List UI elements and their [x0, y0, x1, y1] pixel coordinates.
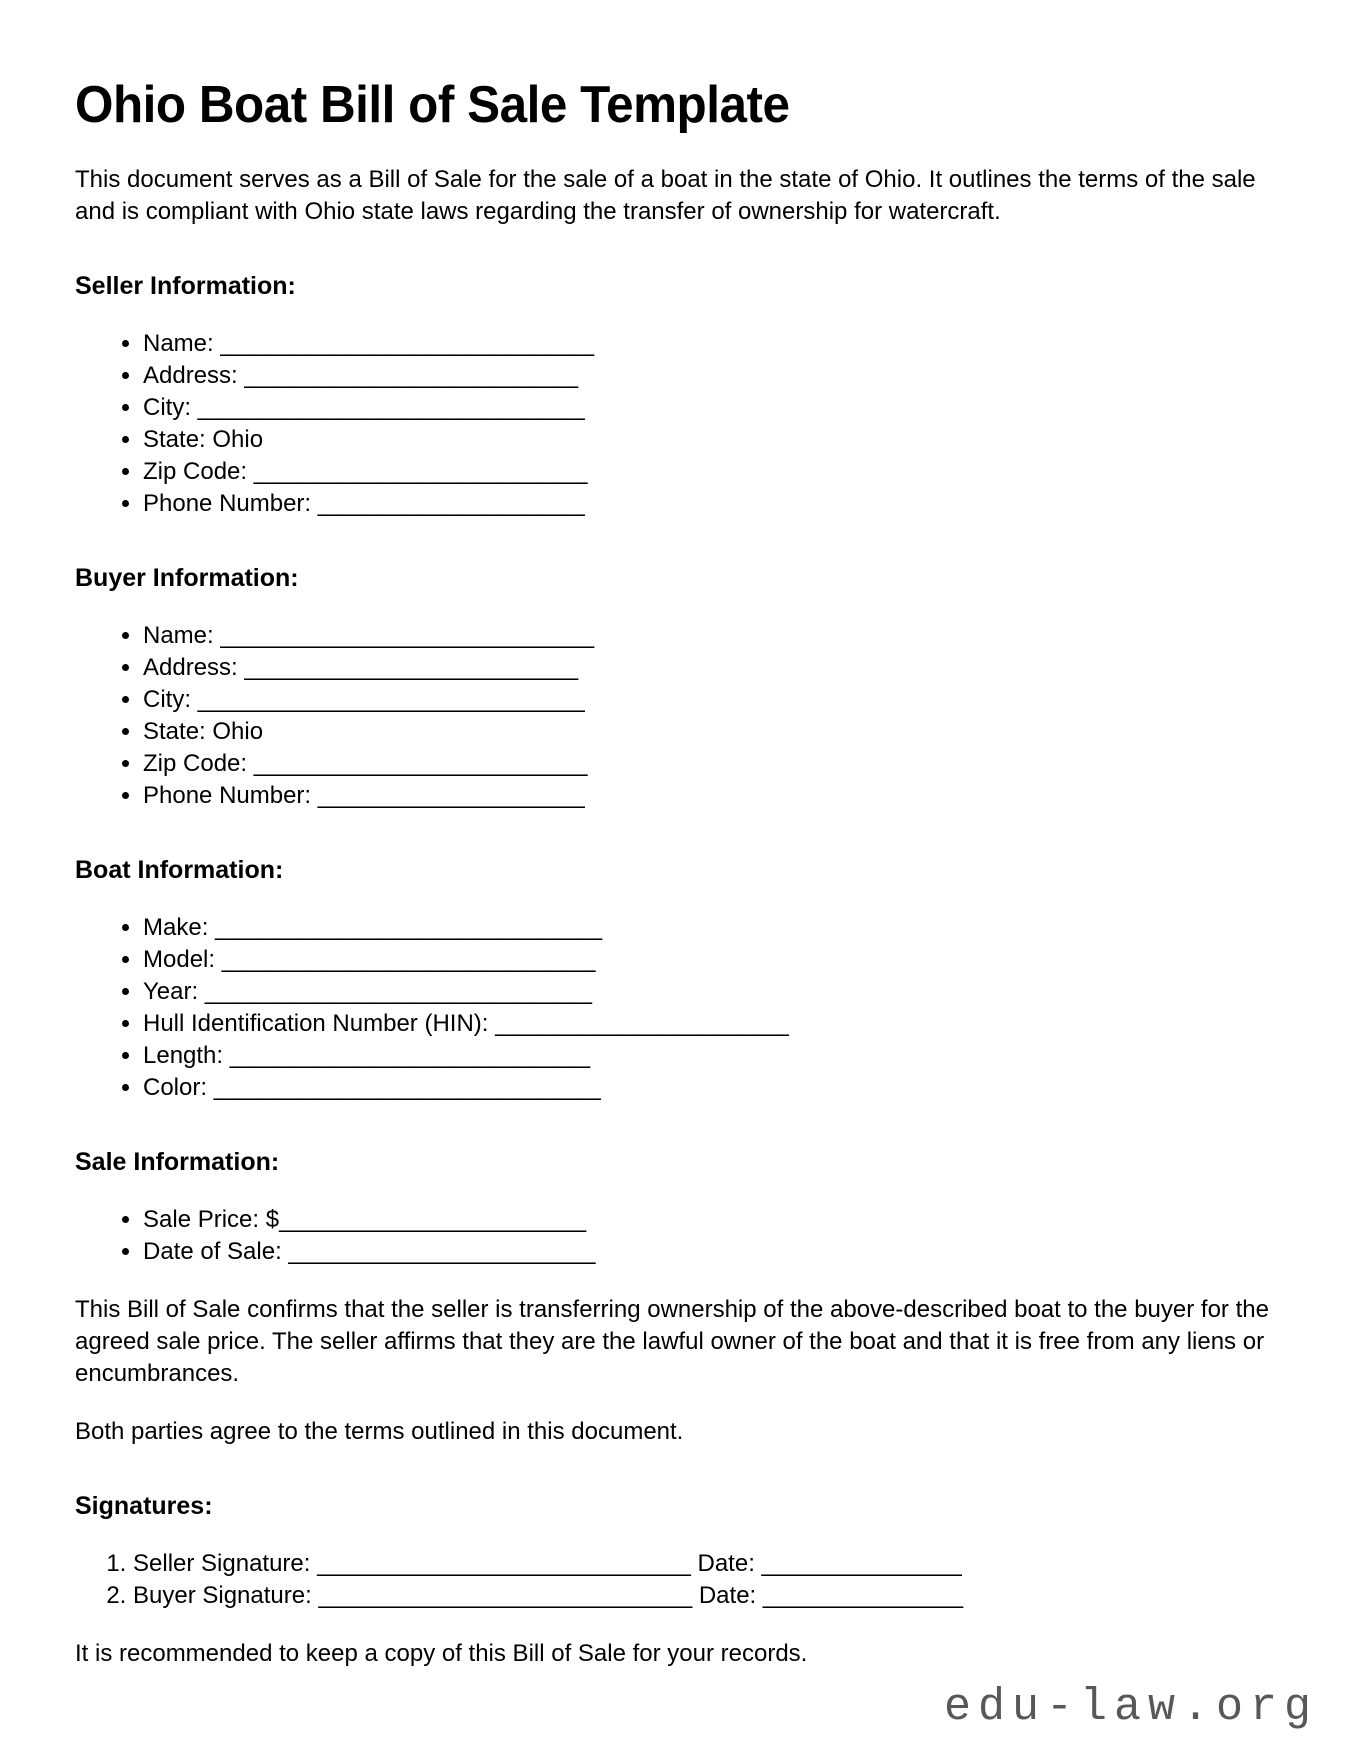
- seller-item-address: • Address: _________________________: [143, 360, 1292, 392]
- sale-item-price: • Sale Price: $_______________________: [143, 1204, 1292, 1236]
- section-sale-information: [75, 1146, 1292, 1268]
- signature-rows-list: [75, 1548, 1292, 1612]
- section-boat-information: [75, 854, 1292, 1104]
- seller-item-city: • City: _____________________________: [143, 392, 1292, 424]
- confirmation-paragraph: This Bill of Sale confirms that the seller is transferring ownership of the above-described boat to the buyer for the agreed sale price. The seller affirms that they are the lawful owner of the boat and that it is free from any liens or encumbrances.: [75, 1296, 1269, 1387]
- buyer-item-state: • State: Ohio: [143, 716, 1292, 748]
- sale-information-heading: Sale Information:: [75, 1148, 280, 1176]
- seller-item-zip-code: • Zip Code: _________________________: [143, 456, 1292, 488]
- boat-item-year: • Year: _____________________________: [143, 976, 1292, 1008]
- boat-information-heading: Boat Information:: [75, 856, 284, 884]
- boat-information-list: [75, 912, 1292, 1104]
- page-title: Ohio Boat Bill of Sale Template: [75, 76, 790, 134]
- records-note-paragraph: It is recommended to keep a copy of this Bill of Sale for your records.: [75, 1640, 808, 1667]
- sale-item-date: • Date of Sale: _______________________: [143, 1236, 1292, 1268]
- buyer-information-heading: Buyer Information:: [75, 564, 299, 592]
- signature-row-seller: 1. Seller Signature: ____________________________ Date: _______________: [133, 1548, 1292, 1580]
- buyer-item-city: • City: _____________________________: [143, 684, 1292, 716]
- seller-item-state: • State: Ohio: [143, 424, 1292, 456]
- boat-item-make: • Make: _____________________________: [143, 912, 1292, 944]
- boat-item-model: • Model: ____________________________: [143, 944, 1292, 976]
- buyer-item-zip-code: • Zip Code: _________________________: [143, 748, 1292, 780]
- buyer-item-address: • Address: _________________________: [143, 652, 1292, 684]
- boat-item-length: • Length: ___________________________: [143, 1040, 1292, 1072]
- section-buyer-information: [75, 562, 1292, 812]
- site-watermark: edu-law.org: [943, 1682, 1318, 1733]
- intro-paragraph: This document serves as a Bill of Sale for the sale of a boat in the state of Ohio. It outlines the terms of the sale and is compliant with Ohio state laws regarding the transfer of ownership for watercraft.: [75, 166, 1256, 225]
- seller-item-name: • Name: ____________________________: [143, 328, 1292, 360]
- section-seller-information: [75, 270, 1292, 520]
- signature-row-buyer: 2. Buyer Signature: ____________________________ Date: _______________: [133, 1580, 1292, 1612]
- buyer-information-list: [75, 620, 1292, 812]
- boat-item-hin: • Hull Identification Number (HIN): ______________________: [143, 1008, 1292, 1040]
- boat-item-color: • Color: _____________________________: [143, 1072, 1292, 1104]
- buyer-item-phone-number: • Phone Number: ____________________: [143, 780, 1292, 812]
- signatures-heading: Signatures:: [75, 1492, 213, 1520]
- seller-information-heading: Seller Information:: [75, 272, 296, 300]
- seller-item-phone-number: • Phone Number: ____________________: [143, 488, 1292, 520]
- agreement-paragraph: Both parties agree to the terms outlined in this document.: [75, 1418, 684, 1445]
- sale-information-list: [75, 1204, 1292, 1268]
- seller-information-list: [75, 328, 1292, 520]
- buyer-item-name: • Name: ____________________________: [143, 620, 1292, 652]
